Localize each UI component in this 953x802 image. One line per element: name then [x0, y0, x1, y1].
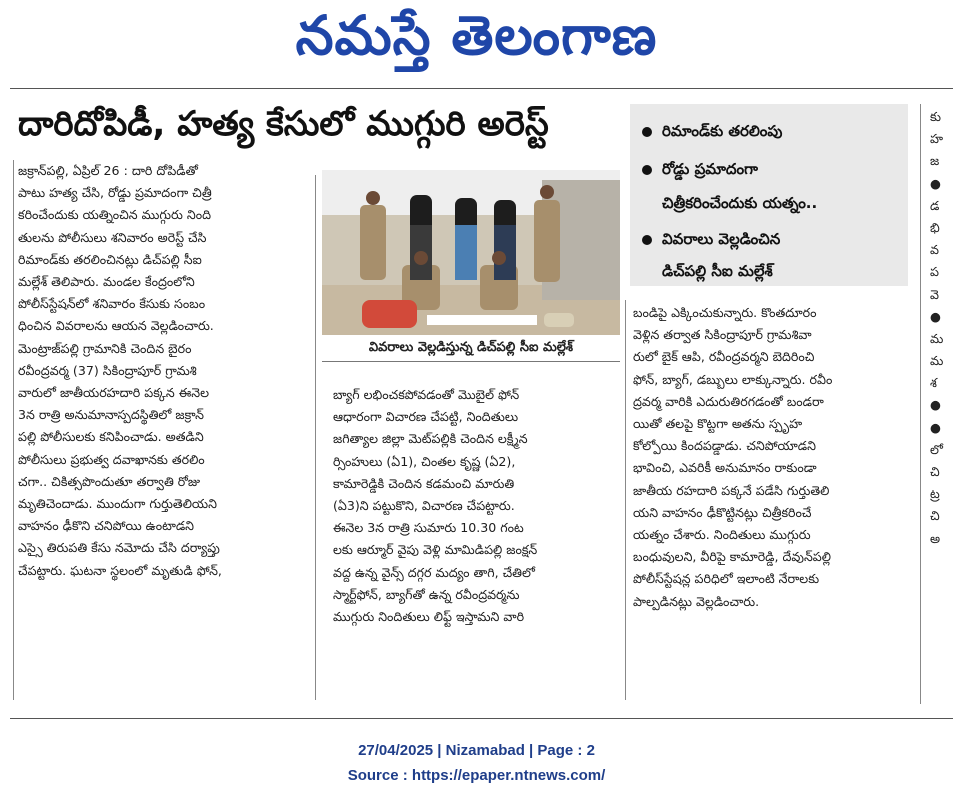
column-rule-2	[625, 300, 626, 700]
text-line: యని వాహనం ఢీకొట్టినట్లు చిత్రీకరించే	[633, 504, 812, 520]
text-line: డ	[930, 197, 940, 213]
text-line: జాతీయ రహదారి పక్కనే పడేసి గుర్తుతెలి	[633, 482, 830, 498]
article-column-3	[633, 302, 915, 613]
text-line: కామారెడ్డికి చెందిన కడమంచి మారుతి	[333, 475, 515, 491]
text-line: (ఏ3)ని పట్టుకొని, విచారణ చేపట్టారు.	[333, 498, 515, 514]
photo-caption: వివరాలు వెల్లడిస్తున్న డిచ్‌పల్లి సీఐ మల్లేశ్	[322, 335, 620, 362]
text-line: పల్లి పోలీసులకు కనిపించాడు. అతడిని	[18, 429, 204, 445]
text-line: తులను పోలీసులు శనివారం అరెస్ట్ చేసి	[18, 229, 207, 245]
footer	[0, 738, 953, 788]
text-line: ●	[930, 397, 941, 413]
text-line: ట్ర	[930, 486, 940, 502]
text-line: జక్రాన్‌పల్లి, ఏప్రిల్ 26 : దారి దోపిడీతో	[18, 163, 198, 178]
text-line: మ	[930, 330, 944, 346]
text-line: బ్యాగ్ లభించకపోవడంతో మొబైల్ ఫోన్	[333, 387, 520, 402]
highlight-item-3: వివరాలు వెల్లడించిన	[642, 224, 780, 254]
text-line: మల్లేశ్ తెలిపారు. మండల కేంద్రంలోని	[18, 274, 195, 290]
text-line: వారులో జాతీయరహదారి పక్కన ఈనెల	[18, 385, 209, 401]
text-line: చి	[930, 464, 940, 479]
text-line: ధించిన వివరాలను ఆయన వెల్లడించారు.	[18, 318, 214, 334]
text-line: భావించి, ఎవరికీ అనుమానం రాకుండా	[633, 460, 817, 476]
text-line: వెళ్లిన తర్వాత సికింద్రాపూర్ గ్రామశివా	[633, 327, 812, 343]
text-line: యత్నం చేశారు. నిందితులు ముగ్గురు	[633, 527, 811, 543]
text-line: రులో బైక్ ఆపి, రవీంద్రవర్మని బెదిరించి	[633, 349, 815, 365]
text-line: చి	[930, 508, 940, 524]
text-line: వె	[930, 286, 939, 302]
bullet-icon	[642, 127, 652, 137]
highlights-box	[630, 104, 908, 286]
text-line: ర్సింహులు (ఏ1), చింతల కృష్ణ (ఏ2),	[333, 453, 516, 469]
text-line: కరించేందుకు యత్నించిన ముగ్గురు నింది	[18, 207, 211, 223]
left-margin-rule	[13, 160, 14, 700]
text-line: ప	[930, 264, 939, 280]
article-column-1	[18, 160, 308, 582]
text-line: ముగ్గురు నిందితులు లిఫ్ట్ ఇస్తామని వారి	[333, 609, 525, 625]
text-line: హ	[930, 131, 944, 147]
text-line: ఆధారంగా విచారణ చేపట్టి, నిందితులు	[333, 409, 519, 425]
text-line: కోల్పోయి కిందపడ్డాడు. చనిపోయాడని	[633, 438, 816, 454]
text-line: వాహనం ఢీకొని చనిపోయి ఉంటాడని	[18, 518, 195, 534]
text-line: పోలీస్‌స్టేషన్‌లో శనివారం కేసుకు సంబం	[18, 296, 206, 312]
text-line: బంధువులని, వీరిపై కామారెడ్డి, దేవున్‌పల్లి	[633, 549, 831, 565]
column-rule-3	[920, 104, 921, 704]
text-line: వ	[930, 242, 939, 258]
text-line: ●	[930, 308, 941, 324]
text-line: కు	[930, 109, 941, 124]
text-line: పోలీస్‌స్టేషన్ల పరిధిలో ఇలాంటి నేరాలకు	[633, 571, 820, 587]
text-line: లకు ఆర్మూర్ వైపు వెళ్లి మామిడిపల్లి జంక్షన్	[333, 542, 538, 558]
text-line: స్మార్ట్‌ఫోన్, బ్యాగ్‌తో ఉన్న రవీంద్రవర్మను	[333, 586, 520, 602]
text-line: చగా.. చికిత్సపొందుతూ తర్వాతి రోజు	[18, 473, 201, 489]
highlight-item-2-line-2: చిత్రీకరించేందుకు యత్నం..	[662, 194, 818, 212]
text-line: మెంట్రాజ్‌పల్లి గ్రామానికి చెందిన బైరం	[18, 340, 192, 356]
text-line: జ	[930, 153, 940, 169]
footer-edition-info: 27/04/2025 | Nizamabad | Page : 2	[358, 742, 595, 759]
article-photo	[322, 170, 620, 335]
adjacent-article-edge	[930, 106, 953, 550]
text-line: అ	[930, 530, 941, 546]
column-rule-1	[315, 175, 316, 700]
article-column-2	[333, 384, 615, 628]
text-line: వద్ద ఉన్న వైన్స్ దగ్గర మద్యం తాగి, చేతిలో	[333, 564, 535, 580]
masthead-divider	[10, 88, 953, 89]
text-line: రవీంద్రవర్మ (37) సికింద్రాపూర్ గ్రామశి	[18, 362, 197, 378]
text-line: రిమాండ్‌కు తరలించినట్లు డిచ్‌పల్లి సీఐ	[18, 251, 202, 267]
text-line: పాటు హత్య చేసి, రోడ్డు ప్రమాదంగా చిత్రీ	[18, 185, 212, 201]
text-line: భి	[930, 219, 940, 235]
bullet-icon	[642, 165, 652, 175]
text-line: పాల్పడినట్లు వెల్లడించారు.	[633, 593, 760, 609]
footer-source[interactable]: Source : https://epaper.ntnews.com/	[347, 767, 606, 784]
newspaper-logo: నమస్తే తెలంగాణ	[295, 4, 658, 67]
text-line: చేపట్టారు. ఘటనా స్థలంలో మృతుడి ఫోన్,	[18, 562, 222, 578]
text-line: మ	[930, 353, 944, 369]
text-line: యితో తలపై కొట్టగా అతను స్పృహ	[633, 416, 803, 432]
text-line: శ	[930, 375, 937, 391]
text-line: బండిపై ఎక్కించుకున్నారు. కొంతదూరం	[633, 305, 817, 320]
police-press-photo	[322, 170, 620, 335]
page-bottom-rule	[10, 718, 953, 719]
highlight-item-1: రిమాండ్‌కు తరలింపు	[642, 116, 782, 146]
text-line: ఈనెల 3న రాత్రి సుమారు 10.30 గంట	[333, 520, 524, 536]
bullet-icon	[642, 235, 652, 245]
text-line: ద్రవర్మ వారికి ఎదురుతిరగడంతో బండరా	[633, 393, 824, 409]
text-line: లో	[930, 441, 943, 457]
masthead	[0, 0, 953, 88]
article-headline: దారిదోపిడీ, హత్య కేసులో ముగ్గురి అరెస్ట్	[18, 104, 549, 144]
highlight-item-3-line-2: డిచ్‌పల్లి సీఐ మల్లేశ్	[662, 262, 773, 280]
text-line: జగిత్యాల జిల్లా మెట్‌పల్లికి చెందిన లక్ష్మీన	[333, 431, 528, 447]
text-line: 3న రాత్రి అనుమానాస్పదస్థితిలో జక్రాన్	[18, 407, 204, 423]
text-line: ఎస్సై తిరుపతి కేసు నమోదు చేసి దర్యాప్తు	[18, 540, 220, 556]
text-line: పోలీసులు ప్రభుత్వ దవాఖానకు తరలిం	[18, 451, 205, 467]
text-line: మృతిచెందాడు. ముందుగా గుర్తుతెలియని	[18, 496, 217, 512]
highlight-item-2: రోడ్డు ప్రమాదంగా	[642, 154, 758, 184]
text-line: ఫోన్, బ్యాగ్, డబ్బులు లాక్కున్నారు. రవీం	[633, 371, 833, 387]
text-line: ●	[930, 419, 941, 435]
text-line: ●	[930, 175, 941, 191]
